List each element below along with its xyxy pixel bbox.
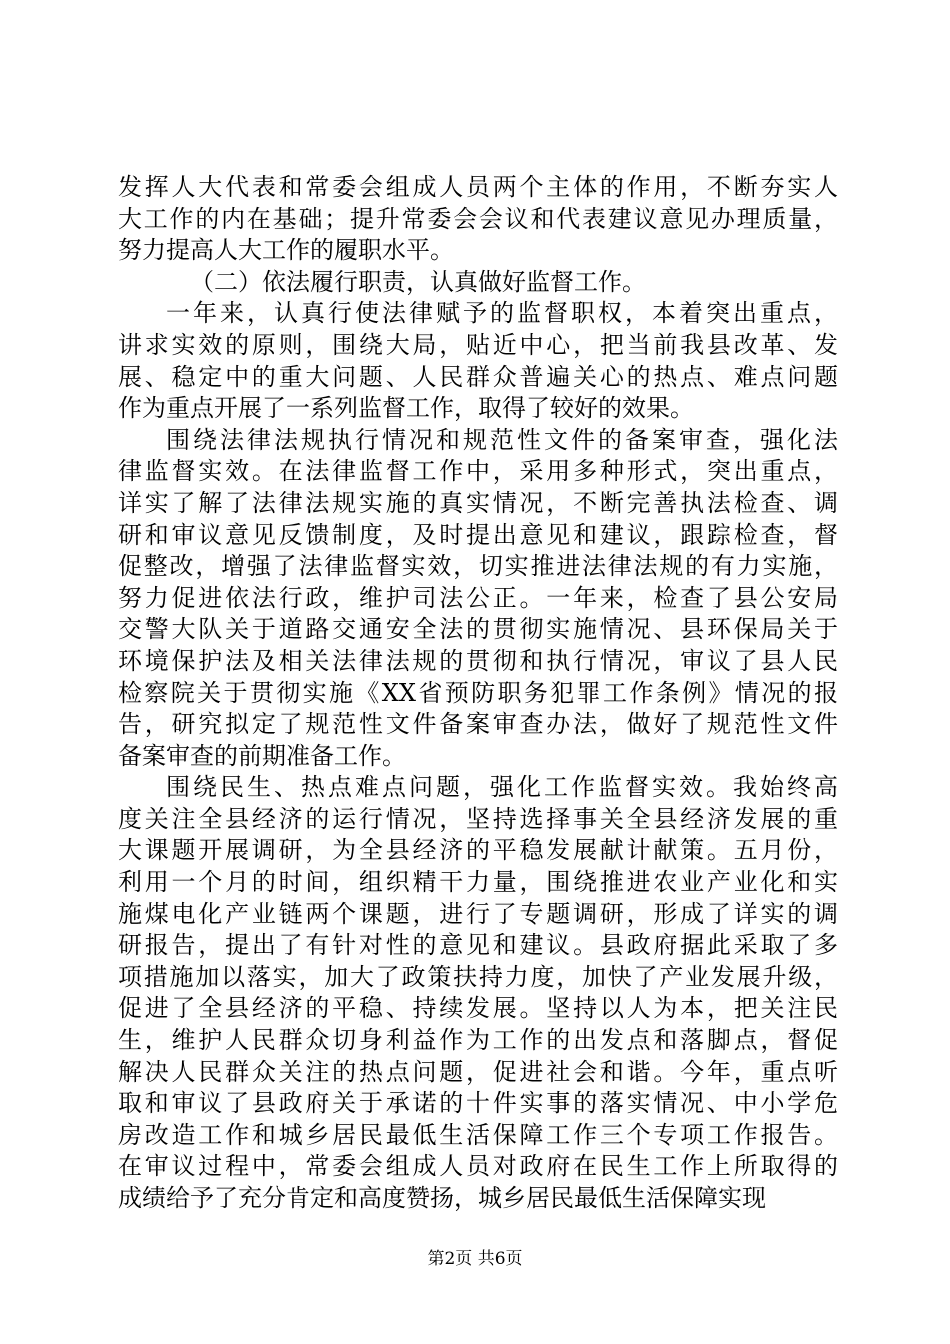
text-line: 生，维护人民群众切身利益作为工作的出发点和落脚点，督促 [118,1026,838,1055]
paragraph [118,172,838,267]
text-line: 研和审议意见反馈制度，及时提出意见和建议，跟踪检查，督 [118,520,838,549]
page-footer: 第2页 共6页 [427,1249,523,1269]
text-line: 成绩给予了充分肯定和高度赞扬，城乡居民最低生活保障实现 [118,1184,766,1212]
text-line: 在审议过程中，常委会组成人员对政府在民生工作上所取得的 [118,1152,838,1181]
paragraph [118,298,838,424]
text-line: 促进了全县经济的平稳、持续发展。坚持以人为本，把关注民 [118,994,838,1023]
text-line: 交警大队关于道路交通安全法的贯彻实施情况、县环保局关于 [118,615,838,644]
text-line: 施煤电化产业链两个课题，进行了专题调研，形成了详实的调 [118,899,838,928]
text-line: 研报告，提出了有针对性的意见和建议。县政府据此采取了多 [118,931,838,960]
paragraph [118,425,838,773]
text-line: 围绕民生、热点难点问题，强化工作监督实效。我始终高 [166,773,838,802]
text-line: 大课题开展调研，为全县经济的平稳发展献计献策。五月份， [118,836,838,865]
text-line: 讲求实效的原则，围绕大局，贴近中心，把当前我县改革、发 [118,330,838,359]
text-line: 取和审议了县政府关于承诺的十件实事的落实情况、中小学危 [118,1089,838,1118]
text-line: 围绕法律法规执行情况和规范性文件的备案审查，强化法 [166,425,838,454]
text-line: 详实了解了法律法规实施的真实情况，不断完善执法检查、调 [118,488,838,517]
text-line: 大工作的内在基础；提升常委会会议和代表建议意见办理质量， [118,204,838,233]
paragraph [118,772,838,1214]
text-line: 促整改，增强了法律监督实效，切实推进法律法规的有力实施， [118,552,838,581]
text-line: 解决人民群众关注的热点问题，促进社会和谐。今年，重点听 [118,1057,838,1086]
text-line: 律监督实效。在法律监督工作中，采用多种形式，突出重点， [118,457,838,486]
text-line: 度关注全县经济的运行情况，坚持选择事关全县经济发展的重 [118,804,838,833]
section-heading [118,267,838,299]
text-line: 利用一个月的时间，组织精干力量，围绕推进农业产业化和实 [118,868,838,897]
text-line: 房改造工作和城乡居民最低生活保障工作三个专项工作报告。 [118,1120,838,1149]
text-line: 告，研究拟定了规范性文件备案审查办法，做好了规范性文件 [118,710,838,739]
text-line: 努力促进依法行政，维护司法公正。一年来，检查了县公安局 [118,583,838,612]
document-body [118,172,838,1215]
text-line: （二）依法履行职责，认真做好监督工作。 [190,267,646,296]
text-line: 作为重点开展了一系列监督工作，取得了较好的效果。 [118,394,694,423]
text-line: 检察院关于贯彻实施《XX省预防职务犯罪工作条例》情况的报 [118,678,838,707]
text-line: 一年来，认真行使法律赋予的监督职权，本着突出重点， [166,299,838,328]
text-line: 努力提高人大工作的履职水平。 [118,236,454,265]
text-line: 环境保护法及相关法律法规的贯彻和执行情况，审议了县人民 [118,646,838,675]
text-line: 备案审查的前期准备工作。 [118,741,406,770]
text-line: 发挥人大代表和常委会组成人员两个主体的作用，不断夯实人 [118,173,838,201]
text-line: 展、稳定中的重大问题、人民群众普遍关心的热点、难点问题 [118,362,838,391]
text-line: 项措施加以落实，加大了政策扶持力度，加快了产业发展升级， [118,962,838,991]
